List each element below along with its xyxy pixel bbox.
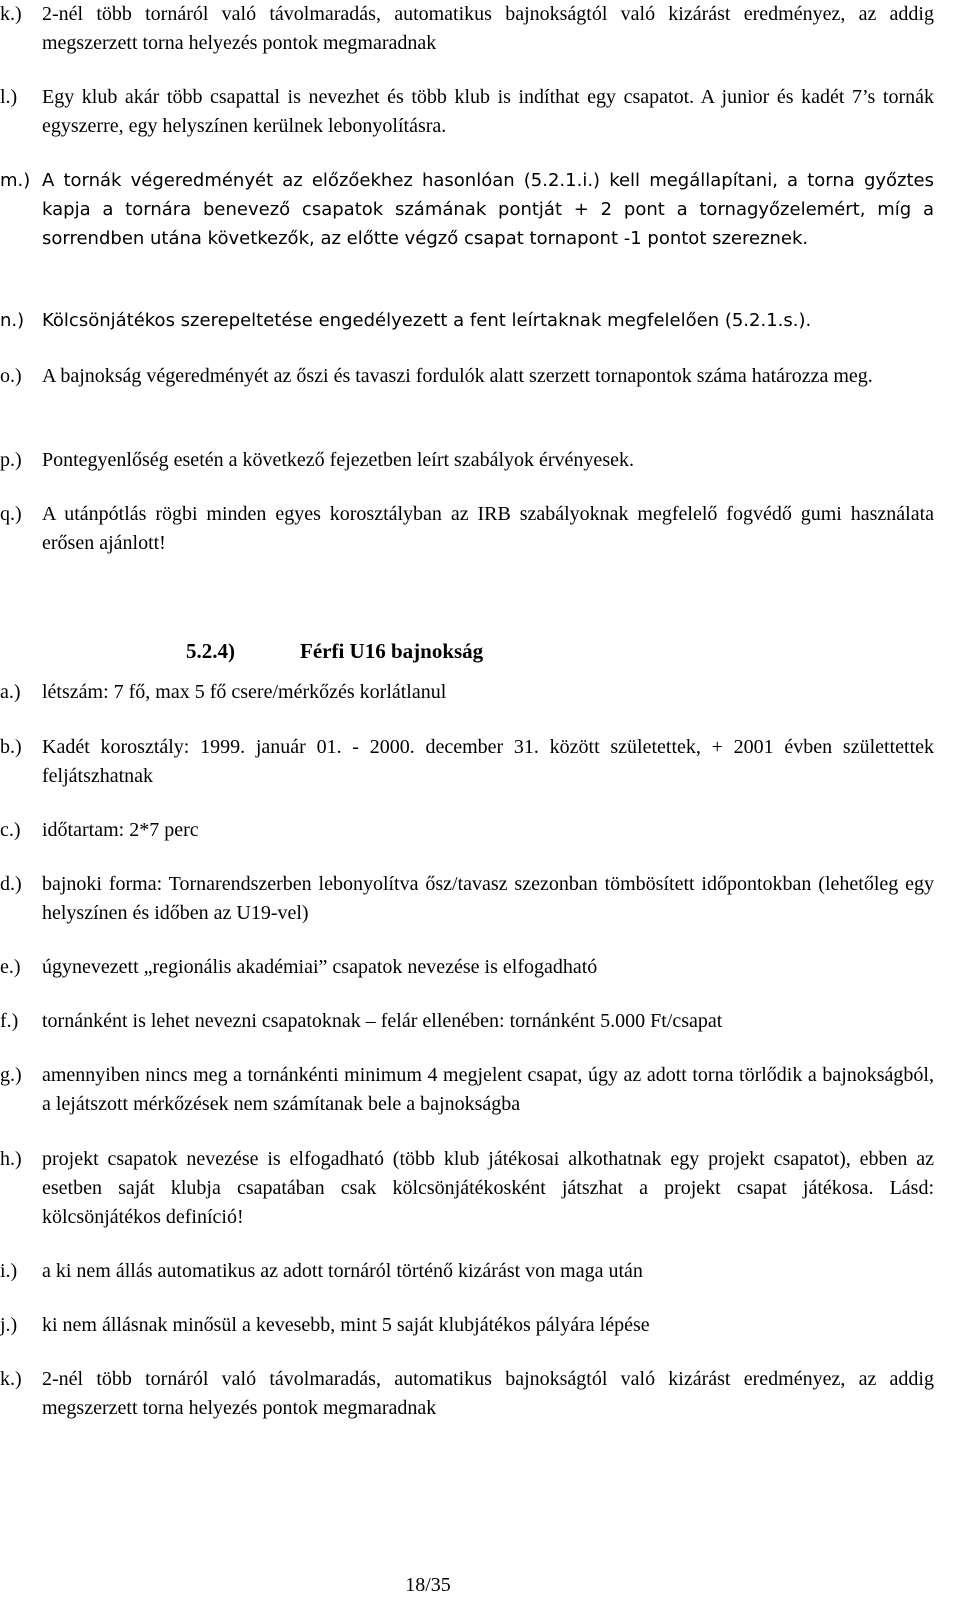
item-label: p.) <box>0 449 22 471</box>
list-item-o <box>0 362 934 391</box>
section-heading <box>186 637 483 666</box>
section-title: Férfi U16 bajnokság <box>300 639 484 663</box>
list-item-a <box>0 678 934 707</box>
item-label: e.) <box>0 956 21 978</box>
list-item-g <box>0 1061 934 1119</box>
item-text: időtartam: 2*7 perc <box>42 819 199 841</box>
list-item-f <box>0 1007 934 1036</box>
item-label: j.) <box>0 1314 18 1336</box>
list-item-p <box>0 446 934 475</box>
list-item-i <box>0 1257 934 1286</box>
item-text: 2-nél több tornáról való távolmaradás, automatikus bajnokságtól való kizárást eredményez, az addig megszerzett torna helyezés pontok megmaradnak <box>42 3 934 54</box>
list-item-n <box>0 306 934 335</box>
item-text: amennyiben nincs meg a tornánkénti minimum 4 megjelent csapat, úgy az adott torna törlődik a bajnokságból, a lejátszott mérkőzések nem számítanak bele a bajnokságba <box>42 1064 934 1115</box>
item-label: a.) <box>0 681 21 703</box>
item-text: Kadét korosztály: 1999. január 01. - 2000. december 31. között születettek, + 2001 évben születtettek feljátszhatnak <box>42 736 934 787</box>
item-text: bajnoki forma: Tornarendszerben lebonyolítva ősz/tavasz szezonban tömbösített időpontokban (lehetőleg egy helyszínen és időben az U19-vel) <box>42 873 934 924</box>
item-label: q.) <box>0 503 22 525</box>
list-item-d <box>0 870 934 928</box>
item-text: Egy klub akár több csapattal is nevezhet és több klub is indíthat egy csapatot. A junior és kadét 7’s tornák egyszerre, egy helyszínen kerülnek lebonyolításra. <box>42 86 934 137</box>
item-text: úgynevezett „regionális akadémiai” csapatok nevezése is elfogadható <box>42 956 598 978</box>
item-text: a ki nem állás automatikus az adott tornáról történő kizárást von maga után <box>42 1260 643 1282</box>
item-label: m.) <box>0 170 31 191</box>
list-item-h <box>0 1145 934 1232</box>
item-label: i.) <box>0 1260 18 1282</box>
item-text: A utánpótlás rögbi minden egyes korosztályban az IRB szabályoknak megfelelő fogvédő gumi használata erősen ajánlott! <box>42 503 934 554</box>
item-text: projekt csapatok nevezése is elfogadható (több klub játékosai alkothatnak egy projekt csapatot), ebben az esetben saját klubja csapatában csak kölcsönjátékosként játszhat a projekt csapat játékosa. Lásd: kölcsönjátékos definíció! <box>42 1148 934 1228</box>
item-label: b.) <box>0 736 22 758</box>
item-label: f.) <box>0 1010 19 1032</box>
list-item-q <box>0 500 934 558</box>
list-item-l <box>0 83 934 141</box>
list-item-k <box>0 0 934 58</box>
item-text: tornánként is lehet nevezni csapatoknak – felár ellenében: tornánként 5.000 Ft/csapat <box>42 1010 723 1032</box>
item-text: Pontegyenlőség esetén a következő fejezetben leírt szabályok érvényesek. <box>42 449 634 471</box>
item-text: ki nem állásnak minősül a kevesebb, mint 5 saját klubjátékos pályára lépése <box>42 1314 650 1336</box>
page-number: 18/35 <box>405 1574 451 1596</box>
item-label: k.) <box>0 1368 22 1390</box>
item-text: Kölcsönjátékos szerepeltetése engedélyezett a fent leírtaknak megfelelően (5.2.1.s.). <box>42 310 812 331</box>
list-item-b <box>0 733 934 791</box>
list-item-m <box>0 166 934 253</box>
item-label: o.) <box>0 365 22 387</box>
item-text: létszám: 7 fő, max 5 fő csere/mérkőzés korlátlanul <box>42 681 447 703</box>
list-item-k-repeat <box>0 1365 934 1423</box>
item-label: c.) <box>0 819 21 841</box>
item-label: l.) <box>0 86 18 108</box>
item-text: A tornák végeredményét az előzőekhez hasonlóan (5.2.1.i.) kell megállapítani, a torna győztes kapja a tornára benevező csapatok számának pontját + 2 pont a tornagyőzelemért, míg a sorrendben utána következők, az előtte végző csapat tornapont -1 pontot szereznek. <box>42 170 934 249</box>
list-item-c <box>0 816 934 845</box>
item-label: h.) <box>0 1148 22 1170</box>
item-label: k.) <box>0 3 22 25</box>
list-item-e <box>0 953 934 982</box>
list-item-j <box>0 1311 934 1340</box>
section-number: 5.2.4) <box>186 639 235 663</box>
item-text: 2-nél több tornáról való távolmaradás, automatikus bajnokságtól való kizárást eredményez, az addig megszerzett torna helyezés pontok megmaradnak <box>42 1368 934 1419</box>
item-text: A bajnokság végeredményét az őszi és tavaszi fordulók alatt szerzett tornapontok száma határozza meg. <box>42 365 873 387</box>
item-label: d.) <box>0 873 22 895</box>
item-label: g.) <box>0 1064 22 1086</box>
item-label: n.) <box>0 310 25 331</box>
